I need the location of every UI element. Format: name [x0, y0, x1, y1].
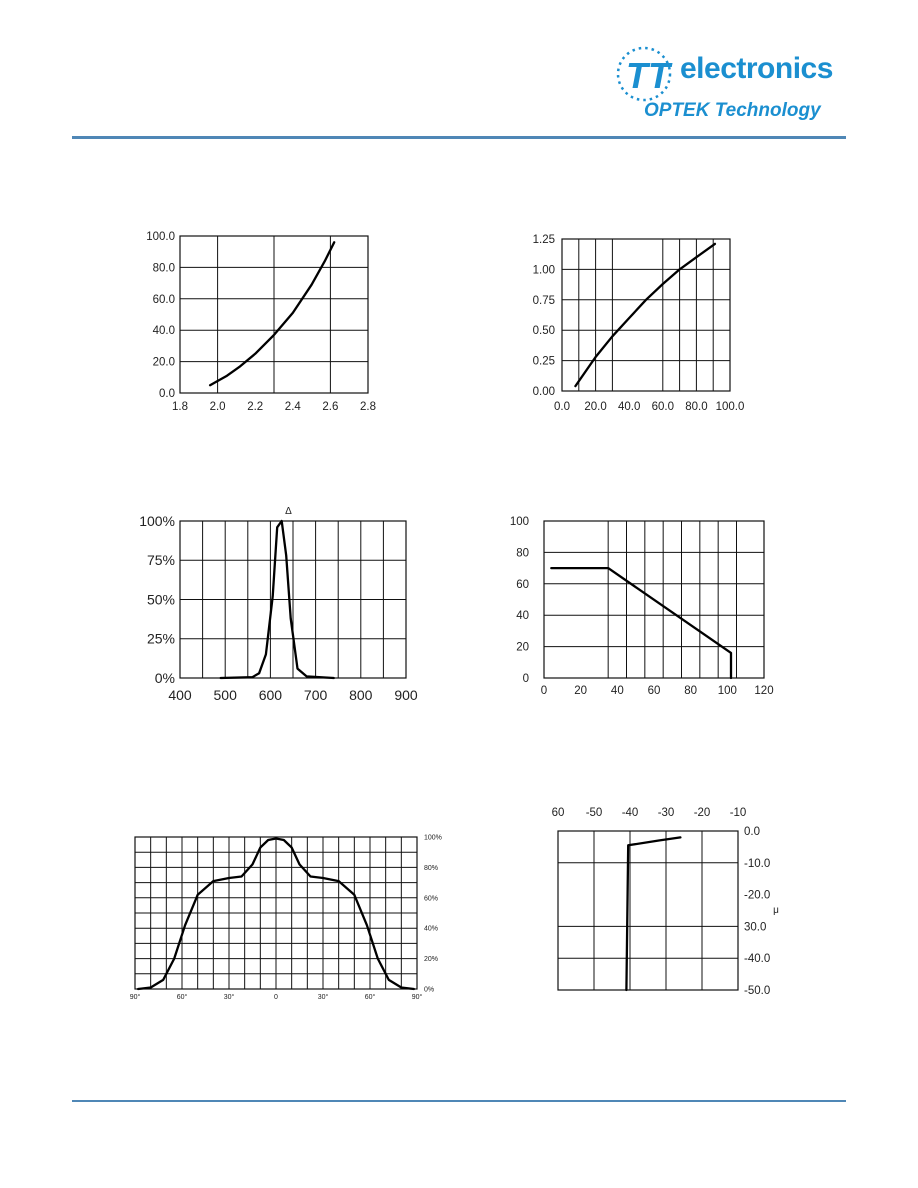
x-tick-label: 120: [754, 685, 774, 697]
series-line: [551, 568, 731, 678]
y-tick-label: 1.00: [532, 264, 555, 277]
chart-top-label: Δ: [285, 506, 292, 517]
x-tick-label: 0: [540, 685, 548, 697]
chart-forward-voltage: [130, 225, 390, 425]
y-tick-label: 0.00: [532, 386, 555, 399]
brand-name: electronics: [680, 52, 833, 85]
x-tick-label: 20.0: [584, 401, 607, 413]
tt-mark-text: TT: [626, 55, 670, 96]
y-tick-label: 0.25: [532, 355, 555, 368]
gridlines: [180, 521, 406, 678]
x-tick-label: 40: [610, 685, 624, 697]
x-tick-label: 1.8: [172, 401, 188, 413]
x-tick-label: 2.4: [284, 401, 301, 413]
series-line: [575, 244, 715, 386]
x-tick-label: -20: [693, 807, 711, 819]
y-tick-label: 40: [516, 610, 529, 623]
chart-temperature-shift: [535, 800, 795, 1000]
x-tick-label: 0: [274, 994, 278, 1001]
x-tick-label: 20: [574, 685, 588, 697]
x-tick-label: 80.0: [685, 401, 708, 413]
x-tick-label: 30°: [223, 994, 235, 1001]
y-tick-label: 30.0: [744, 921, 767, 934]
gridlines: [558, 831, 738, 990]
y-tick-label: -20.0: [744, 889, 771, 902]
brand-subtitle: OPTEK Technology: [644, 100, 821, 121]
x-tick-label: -50: [585, 807, 603, 819]
y-tick-label: 75%: [146, 552, 175, 569]
chart-side-label: μ: [773, 905, 779, 916]
x-tick-label: 800: [349, 687, 373, 703]
y-tick-label: -40.0: [744, 953, 771, 966]
x-tick-label: 2.2: [247, 401, 264, 413]
x-tick-label: 0.0: [554, 401, 570, 413]
x-tick-label: -30: [657, 807, 675, 819]
y-tick-label: 60%: [424, 895, 439, 903]
y-tick-label: -10.0: [744, 857, 771, 870]
x-tick-label: 600: [258, 687, 283, 703]
x-tick-label: 60°: [364, 994, 376, 1001]
x-tick-label: 400: [168, 687, 192, 703]
y-tick-label: 0.0: [744, 826, 760, 839]
y-tick-label: 80: [516, 547, 529, 560]
y-tick-label: 0%: [424, 986, 435, 994]
y-tick-label: 0%: [154, 669, 175, 686]
x-tick-label: -10: [729, 807, 747, 819]
brand-logo: [612, 42, 848, 126]
y-tick-label: 0: [522, 673, 529, 686]
y-tick-label: 80.0: [152, 262, 175, 275]
x-tick-label: 100: [717, 685, 737, 697]
x-tick-label: 2.8: [360, 401, 376, 413]
x-tick-label: 30°: [317, 994, 329, 1001]
y-tick-label: 100: [509, 516, 529, 529]
y-tick-label: 0.50: [532, 325, 555, 338]
x-tick-label: 2.0: [209, 401, 226, 413]
gridlines: [135, 837, 417, 989]
y-tick-label: 50%: [146, 591, 175, 608]
plot-frame: [558, 831, 738, 990]
footer-rule: [72, 1100, 846, 1102]
y-tick-label: 40.0: [152, 325, 175, 338]
y-tick-label: 100.0: [146, 231, 175, 244]
y-tick-label: 40%: [424, 925, 439, 933]
series-line: [210, 242, 334, 385]
x-tick-label: 900: [394, 687, 418, 703]
y-tick-label: 0.0: [159, 388, 175, 401]
x-tick-label: 100.0: [715, 401, 745, 413]
chart-radiation-pattern: [125, 828, 445, 1013]
x-tick-label: -40: [621, 807, 639, 819]
x-tick-label: 700: [303, 687, 328, 703]
x-tick-label: 80: [684, 685, 698, 697]
chart-current-derating: [510, 510, 785, 710]
y-tick-label: 20%: [424, 956, 439, 964]
series-line: [626, 837, 680, 990]
x-tick-label: 60°: [176, 994, 188, 1001]
x-tick-label: 2.6: [322, 401, 339, 413]
x-tick-label: 40.0: [618, 401, 641, 413]
chart-relative-intensity-current: [500, 228, 770, 428]
header-rule: [72, 136, 846, 139]
x-tick-label: 60: [551, 807, 565, 819]
y-tick-label: 25%: [146, 630, 175, 647]
y-tick-label: 20: [516, 641, 529, 654]
y-tick-label: 100%: [424, 834, 442, 842]
x-tick-label: 90°: [129, 994, 141, 1001]
y-tick-label: -50.0: [744, 985, 771, 998]
y-tick-label: 100%: [139, 512, 175, 529]
x-tick-label: 500: [213, 687, 237, 703]
x-tick-label: 60: [647, 685, 661, 697]
y-tick-label: 0.75: [532, 294, 555, 307]
x-tick-label: 90°: [411, 994, 423, 1001]
gridlines: [180, 236, 368, 393]
y-tick-label: 60.0: [152, 293, 175, 306]
y-tick-label: 80%: [424, 864, 439, 872]
y-tick-label: 20.0: [152, 356, 175, 369]
x-tick-label: 60.0: [651, 401, 674, 413]
chart-spectral-distribution: [125, 500, 425, 710]
y-tick-label: 60: [516, 578, 529, 591]
y-tick-label: 1.25: [532, 234, 555, 247]
